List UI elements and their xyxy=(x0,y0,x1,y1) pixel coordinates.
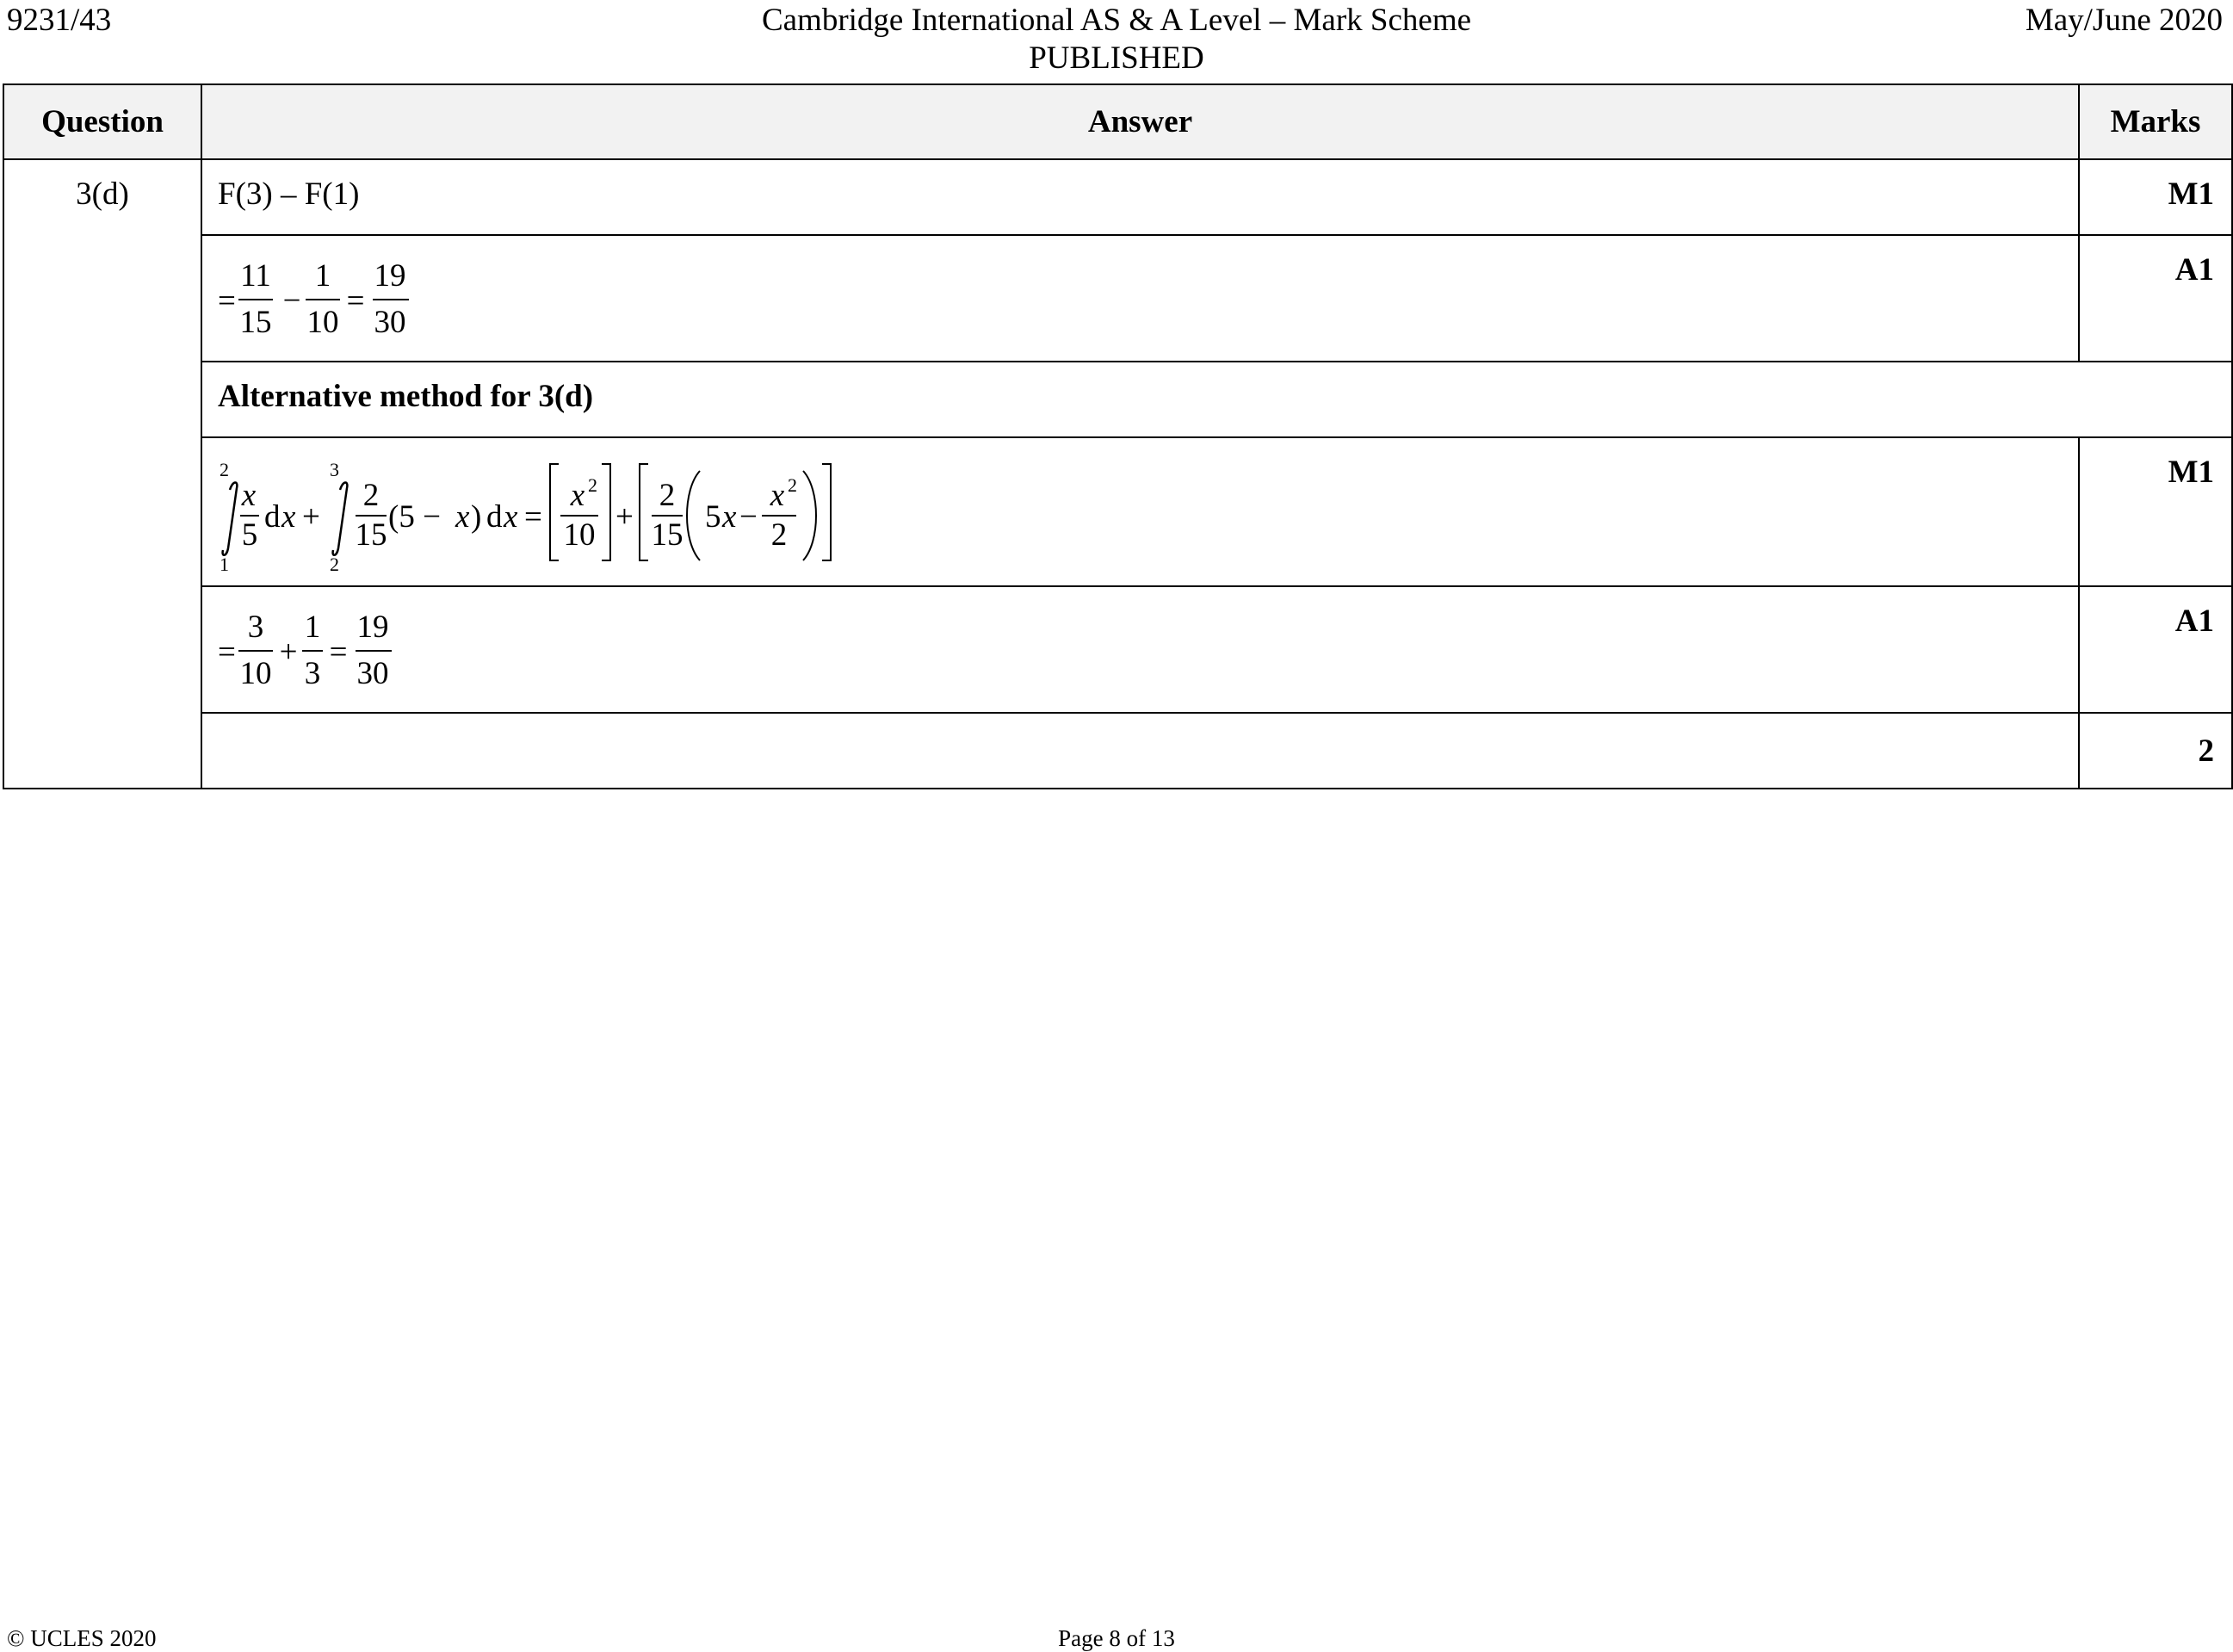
svg-text:x: x xyxy=(722,499,737,535)
svg-text:(5 −: (5 − xyxy=(388,499,441,535)
mark-cell: M1 xyxy=(2079,437,2232,586)
svg-text:30: 30 xyxy=(374,305,406,340)
svg-text:x: x xyxy=(570,478,585,513)
page-header-title xyxy=(0,2,2233,77)
alternative-method-heading: Alternative method for 3(d) xyxy=(201,362,2232,437)
svg-text:10: 10 xyxy=(563,517,596,553)
mark-cell: A1 xyxy=(2079,586,2232,713)
document-subtitle: PUBLISHED xyxy=(1029,40,1204,76)
header-question: Question xyxy=(3,84,201,159)
page-number: Page 8 of 13 xyxy=(1058,1625,1175,1651)
svg-text:d: d xyxy=(486,499,503,535)
question-number: 3(d) xyxy=(3,159,201,789)
svg-text:=: = xyxy=(524,499,542,535)
svg-text:): ) xyxy=(471,499,482,535)
svg-text:5: 5 xyxy=(705,499,721,535)
svg-text:x: x xyxy=(281,499,296,535)
svg-text:2: 2 xyxy=(220,459,229,480)
header-answer: Answer xyxy=(201,84,2079,159)
table-row xyxy=(3,159,2232,235)
svg-text:5: 5 xyxy=(241,517,258,553)
table-row-alternative xyxy=(3,362,2232,437)
svg-text:x: x xyxy=(241,478,257,513)
document-title: Cambridge International AS & A Level – Mark Scheme xyxy=(761,3,1472,38)
table-row xyxy=(3,235,2232,362)
equation-integral xyxy=(218,438,906,585)
copyright: © UCLES 2020 xyxy=(7,1625,157,1651)
svg-text:10: 10 xyxy=(306,305,339,340)
mark-cell: A1 xyxy=(2079,235,2232,362)
svg-text:2: 2 xyxy=(588,474,597,496)
svg-text:10: 10 xyxy=(239,656,272,691)
svg-text:x: x xyxy=(455,499,470,535)
svg-text:2: 2 xyxy=(659,478,676,513)
mark-scheme-table xyxy=(3,84,2233,789)
svg-text:+: + xyxy=(615,499,634,535)
svg-text:3: 3 xyxy=(330,459,339,480)
answer-cell-integral xyxy=(201,437,2079,586)
svg-text:3: 3 xyxy=(304,656,321,691)
svg-text:=: = xyxy=(346,283,365,319)
svg-text:19: 19 xyxy=(356,609,389,645)
svg-text:−: − xyxy=(739,499,758,535)
answer-cell: F(3) – F(1) xyxy=(201,159,2079,235)
svg-text:x: x xyxy=(770,478,785,513)
svg-text:2: 2 xyxy=(770,517,788,553)
header-marks: Marks xyxy=(2079,84,2232,159)
svg-text:2: 2 xyxy=(330,554,339,575)
svg-text:=: = xyxy=(218,283,236,319)
total-marks: 2 xyxy=(2079,713,2232,789)
svg-text:1: 1 xyxy=(220,554,229,575)
table-row-total xyxy=(3,713,2232,789)
svg-text:15: 15 xyxy=(355,517,387,553)
exam-session: May/June 2020 xyxy=(2025,3,2223,38)
svg-text:x: x xyxy=(504,499,518,535)
svg-text:2: 2 xyxy=(362,478,380,513)
svg-text:1: 1 xyxy=(304,609,321,645)
svg-text:1: 1 xyxy=(314,258,331,294)
paper-code: 9231/43 xyxy=(7,3,112,38)
svg-text:+: + xyxy=(302,499,320,535)
svg-text:d: d xyxy=(264,499,281,535)
svg-text:=: = xyxy=(329,634,348,670)
table-row xyxy=(3,437,2232,586)
answer-cell-fraction-sum xyxy=(201,235,2079,362)
svg-text:−: − xyxy=(282,283,301,319)
answer-cell-empty xyxy=(201,713,2079,789)
answer-cell-result xyxy=(201,586,2079,713)
svg-text:30: 30 xyxy=(356,656,389,691)
svg-text:2: 2 xyxy=(788,474,797,496)
svg-text:19: 19 xyxy=(374,258,406,294)
svg-text:15: 15 xyxy=(239,305,272,340)
equation-fraction-difference xyxy=(218,236,562,361)
mark-cell: M1 xyxy=(2079,159,2232,235)
table-header-row xyxy=(3,84,2232,159)
table-row xyxy=(3,586,2232,713)
svg-text:=: = xyxy=(218,634,236,670)
equation-fraction-sum xyxy=(218,587,562,712)
svg-text:3: 3 xyxy=(247,609,264,645)
svg-text:11: 11 xyxy=(240,258,271,294)
svg-text:+: + xyxy=(279,634,298,670)
svg-text:15: 15 xyxy=(651,517,684,553)
